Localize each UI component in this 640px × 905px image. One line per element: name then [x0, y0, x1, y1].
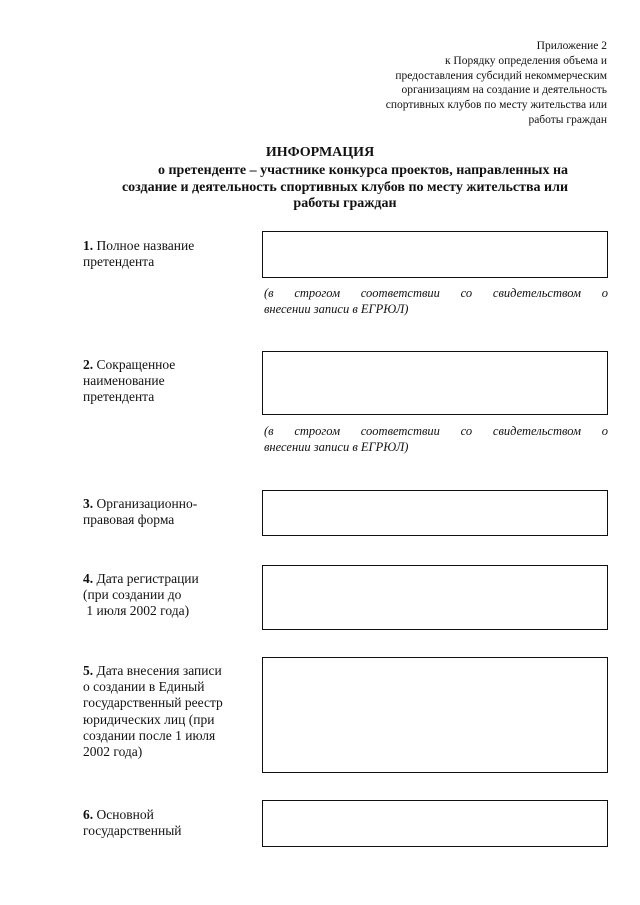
field-label-text: Организационно- [96, 496, 198, 511]
appendix-line: спортивных клубов по месту жительства или [385, 99, 607, 112]
appendix-line: работы граждан [528, 113, 607, 126]
document-subtitle [80, 163, 610, 213]
note-line: (в строгом соответствии со свидетельством о [264, 286, 608, 300]
field-1-note [264, 285, 608, 317]
field-label-text: Дата внесения записи [96, 663, 222, 678]
field-2-note [264, 423, 608, 455]
field-number: 6. [83, 807, 94, 822]
field-label-text: претендента [83, 389, 155, 405]
short-name-input-box[interactable] [262, 351, 608, 415]
note-line: внесении записи в ЕГРЮЛ) [264, 302, 409, 316]
legal-form-input-box[interactable] [262, 490, 608, 536]
field-label-text: юридических лиц (при [83, 711, 215, 727]
field-6-label [83, 807, 263, 839]
field-label-text: 2002 года) [83, 744, 143, 760]
field-number: 5. [83, 663, 94, 678]
field-number: 4. [83, 571, 94, 586]
field-number: 1. [83, 238, 94, 253]
appendix-line: Приложение 2 [536, 40, 607, 52]
egrul-entry-date-input-box[interactable] [262, 657, 608, 773]
field-label-text: государственный [83, 823, 182, 839]
subtitle-line: о претенденте – участнике конкурса проектов, направленных на [157, 163, 569, 178]
full-name-input-box[interactable] [262, 231, 608, 278]
document-title: ИНФОРМАЦИЯ [265, 145, 375, 160]
field-label-text: (при создании до [83, 587, 182, 603]
field-2-label [83, 357, 263, 406]
field-label-text: создании после 1 июля [83, 727, 216, 743]
registration-date-input-box[interactable] [262, 565, 608, 630]
field-4-label [83, 571, 263, 620]
field-1-label [83, 238, 263, 270]
field-5-label [83, 663, 263, 760]
field-label-text: Основной [96, 807, 154, 822]
appendix-line: предоставления субсидий некоммерческим [395, 69, 607, 82]
subtitle-line: работы граждан [293, 196, 397, 211]
note-line: (в строгом соответствии со свидетельством о [264, 424, 608, 438]
field-label-text: о создании в Единый [83, 679, 205, 695]
appendix-block [317, 39, 607, 128]
appendix-line: организациям на создание и деятельность [401, 84, 607, 97]
field-label-text: претендента [83, 254, 155, 270]
field-number: 3. [83, 496, 94, 511]
field-3-label [83, 496, 263, 528]
field-label-text: 1 июля 2002 года) [83, 603, 190, 619]
field-label-text: Сокращенное [96, 357, 176, 372]
field-label-text: правовая форма [83, 512, 175, 528]
appendix-line: к Порядку определения объема и [444, 54, 607, 67]
field-label-text: наименование [83, 373, 165, 389]
field-number: 2. [83, 357, 94, 372]
note-line: внесении записи в ЕГРЮЛ) [264, 440, 409, 454]
field-label-text: Полное название [96, 238, 195, 253]
main-state-number-input-box[interactable] [262, 800, 608, 847]
subtitle-line: создание и деятельность спортивных клубов по месту жительства или [121, 179, 569, 195]
field-label-text: государственный реестр [83, 695, 223, 711]
field-label-text: Дата регистрации [96, 571, 199, 586]
